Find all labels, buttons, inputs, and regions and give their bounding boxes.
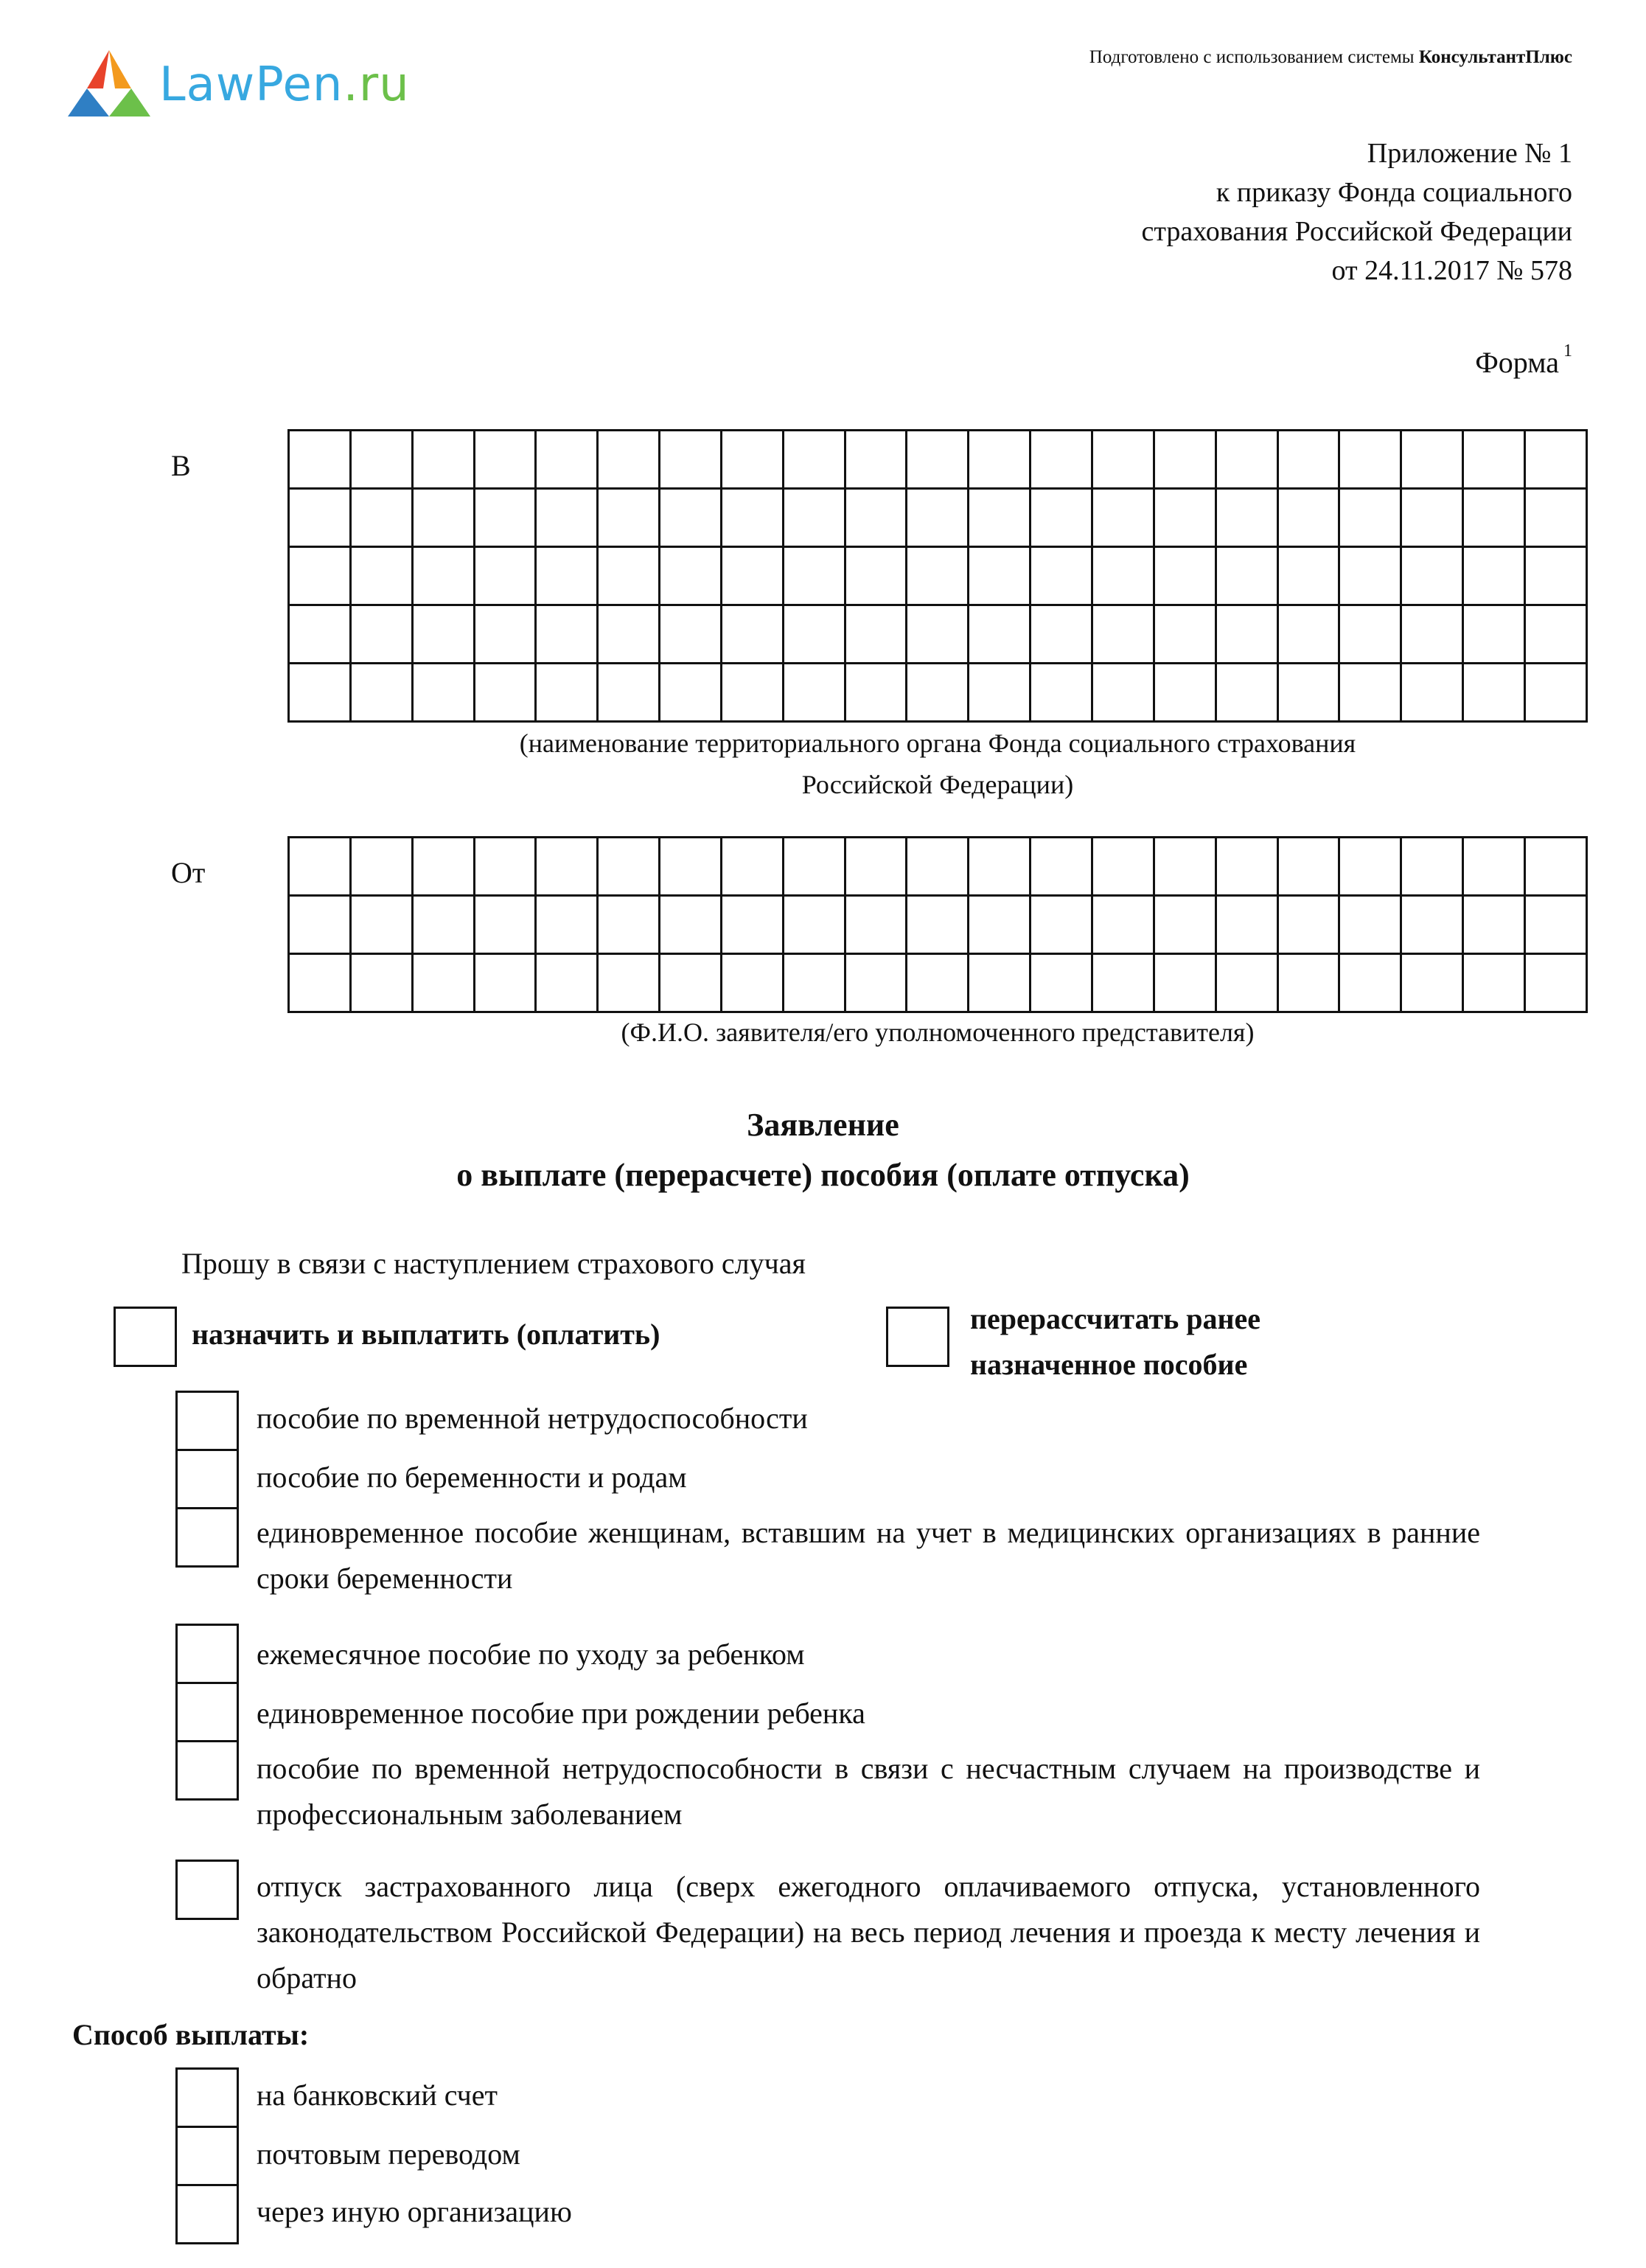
grid-cell[interactable] <box>907 664 969 722</box>
grid-cell[interactable] <box>1277 431 1339 489</box>
grid-cell[interactable] <box>1401 896 1463 954</box>
grid-cell[interactable] <box>907 489 969 547</box>
grid-cell[interactable] <box>1154 954 1216 1012</box>
grid-cell[interactable] <box>1031 954 1092 1012</box>
grid-cell[interactable] <box>1401 605 1463 664</box>
document-title <box>0 1100 1646 1200</box>
grid-cell[interactable] <box>1463 954 1525 1012</box>
grid-cell[interactable] <box>289 489 351 547</box>
grid-cell[interactable] <box>289 838 351 896</box>
grid-cell[interactable] <box>474 547 536 605</box>
grid-cell[interactable] <box>1154 489 1216 547</box>
grid-cell[interactable] <box>969 664 1031 722</box>
payment-checkbox-bank[interactable] <box>175 2067 239 2128</box>
payment-checkbox-post[interactable] <box>175 2126 239 2186</box>
benefit-label-3: единовременное пособие женщинам, вставшим на учет в медицинских организациях в ранние сроки беременности <box>257 1516 1480 1595</box>
grid-cell[interactable] <box>1216 547 1277 605</box>
grid-cell[interactable] <box>1031 431 1092 489</box>
grid-cell[interactable] <box>1524 547 1586 605</box>
to-label: В <box>171 449 191 482</box>
benefit-label-2: пособие по беременности и родам <box>257 1461 687 1494</box>
grid-cell[interactable] <box>845 664 907 722</box>
grid-cell[interactable] <box>660 838 722 896</box>
grid-cell[interactable] <box>1463 547 1525 605</box>
grid-cell[interactable] <box>412 431 474 489</box>
grid-cell[interactable] <box>783 664 845 722</box>
grid-cell[interactable] <box>289 431 351 489</box>
grid-cell[interactable] <box>1031 547 1092 605</box>
grid-cell[interactable] <box>598 896 660 954</box>
grid-cell[interactable] <box>969 896 1031 954</box>
grid-cell[interactable] <box>1401 664 1463 722</box>
recalc-option-line-2: назначенное пособие <box>970 1348 1248 1381</box>
grid-cell[interactable] <box>721 838 783 896</box>
grid-cell[interactable] <box>1277 838 1339 896</box>
logo-text-law: Law <box>159 58 256 112</box>
grid-cell[interactable] <box>289 547 351 605</box>
request-intro: Прошу в связи с наступлением страхового случая <box>181 1247 806 1280</box>
benefit-label-7: отпуск застрахованного лица (сверх ежегодного оплачиваемого отпуска, установленного законодательством Российской Федерации) на весь период лечения и проезда к месту лечения и обратно <box>257 1870 1480 1994</box>
grid-cell[interactable] <box>1154 896 1216 954</box>
grid-cell[interactable] <box>474 489 536 547</box>
grid-cell[interactable] <box>598 605 660 664</box>
benefit-label-6: пособие по временной нетрудоспособности в связи с несчастным случаем на производстве и профессиональным заболеванием <box>257 1752 1480 1831</box>
appendix-line-1: Приложение № 1 <box>1367 138 1572 169</box>
grid-cell[interactable] <box>1031 605 1092 664</box>
grid-cell[interactable] <box>969 605 1031 664</box>
grid-row <box>289 547 1587 605</box>
grid-cell[interactable] <box>1031 896 1092 954</box>
grid-cell[interactable] <box>598 431 660 489</box>
grid-cell[interactable] <box>1092 489 1154 547</box>
recipient-caption <box>287 723 1588 805</box>
appendix-block <box>909 134 1572 291</box>
grid-cell[interactable] <box>845 838 907 896</box>
form-label-text: Форма <box>1475 346 1559 379</box>
appendix-line-4: от 24.11.2017 № 578 <box>1331 255 1572 286</box>
grid-cell[interactable] <box>1092 896 1154 954</box>
grid-cell[interactable] <box>350 664 412 722</box>
grid-cell[interactable] <box>536 664 598 722</box>
grid-cell[interactable] <box>412 605 474 664</box>
grid-cell[interactable] <box>783 838 845 896</box>
logo-wordmark <box>159 58 410 112</box>
grid-cell[interactable] <box>660 489 722 547</box>
grid-cell[interactable] <box>783 431 845 489</box>
prepared-system-name: КонсультантПлюс <box>1418 47 1572 67</box>
payment-checkbox-other[interactable] <box>175 2184 239 2244</box>
lawpen-logo <box>65 47 419 128</box>
grid-cell[interactable] <box>350 547 412 605</box>
grid-cell[interactable] <box>350 489 412 547</box>
grid-cell[interactable] <box>1463 489 1525 547</box>
grid-cell[interactable] <box>536 954 598 1012</box>
grid-cell[interactable] <box>474 954 536 1012</box>
grid-cell[interactable] <box>1031 664 1092 722</box>
grid-cell[interactable] <box>969 489 1031 547</box>
grid-row <box>289 605 1587 664</box>
prepared-prefix: Подготовлено с использованием системы <box>1089 47 1419 67</box>
grid-cell[interactable] <box>783 954 845 1012</box>
grid-cell[interactable] <box>845 896 907 954</box>
grid-cell[interactable] <box>598 664 660 722</box>
grid-cell[interactable] <box>1524 431 1586 489</box>
grid-cell[interactable] <box>721 431 783 489</box>
grid-cell[interactable] <box>350 838 412 896</box>
grid-cell[interactable] <box>1524 664 1586 722</box>
grid-cell[interactable] <box>598 838 660 896</box>
payment-label-post: почтовым переводом <box>257 2137 520 2171</box>
grid-cell[interactable] <box>845 954 907 1012</box>
grid-cell[interactable] <box>1339 838 1401 896</box>
grid-cell[interactable] <box>289 954 351 1012</box>
grid-cell[interactable] <box>1031 489 1092 547</box>
applicant-caption: (Ф.И.О. заявителя/его уполномоченного представителя) <box>621 1018 1255 1047</box>
grid-cell[interactable] <box>1463 838 1525 896</box>
grid-cell[interactable] <box>1154 431 1216 489</box>
grid-cell[interactable] <box>783 547 845 605</box>
grid-cell[interactable] <box>907 431 969 489</box>
grid-cell[interactable] <box>1092 664 1154 722</box>
payment-label-other: через иную организацию <box>257 2195 572 2228</box>
assign-option-label: назначить и выплатить (оплатить) <box>192 1318 660 1351</box>
payment-label-bank: на банковский счет <box>257 2079 498 2112</box>
grid-cell[interactable] <box>1277 547 1339 605</box>
grid-cell[interactable] <box>721 896 783 954</box>
grid-cell[interactable] <box>1154 605 1216 664</box>
grid-cell[interactable] <box>1401 431 1463 489</box>
form-label <box>1475 341 1572 380</box>
grid-cell[interactable] <box>845 547 907 605</box>
grid-cell[interactable] <box>536 896 598 954</box>
benefit-checkbox-6[interactable] <box>175 1740 239 1801</box>
benefit-checkbox-7[interactable] <box>175 1860 239 1920</box>
grid-cell[interactable] <box>536 838 598 896</box>
grid-cell[interactable] <box>1277 605 1339 664</box>
grid-cell[interactable] <box>1339 664 1401 722</box>
grid-cell[interactable] <box>1524 838 1586 896</box>
title-line-2: о выплате (перерасчете) пособия (оплате отпуска) <box>456 1157 1190 1193</box>
grid-cell[interactable] <box>1154 664 1216 722</box>
grid-cell[interactable] <box>660 954 722 1012</box>
recipient-caption-line-2: Российской Федерации) <box>801 770 1074 799</box>
grid-cell[interactable] <box>1092 431 1154 489</box>
title-line-1: Заявление <box>747 1107 899 1143</box>
grid-cell[interactable] <box>1463 664 1525 722</box>
benefit-checkbox-3[interactable] <box>175 1507 239 1568</box>
grid-cell[interactable] <box>1154 838 1216 896</box>
grid-row <box>289 896 1587 954</box>
grid-cell[interactable] <box>536 547 598 605</box>
grid-cell[interactable] <box>969 954 1031 1012</box>
grid-cell[interactable] <box>598 489 660 547</box>
grid-cell[interactable] <box>660 896 722 954</box>
grid-cell[interactable] <box>1463 431 1525 489</box>
benefit-label-5: единовременное пособие при рождении ребенка <box>257 1697 865 1730</box>
logo-text-ru: .ru <box>343 58 410 112</box>
benefit-checkbox-4[interactable] <box>175 1624 239 1684</box>
grid-cell[interactable] <box>1216 489 1277 547</box>
benefit-checkbox-1[interactable] <box>175 1391 239 1451</box>
grid-cell[interactable] <box>1277 664 1339 722</box>
grid-cell[interactable] <box>845 489 907 547</box>
grid-cell[interactable] <box>1092 838 1154 896</box>
grid-cell[interactable] <box>907 896 969 954</box>
grid-cell[interactable] <box>1401 547 1463 605</box>
grid-cell[interactable] <box>721 547 783 605</box>
grid-cell[interactable] <box>1216 605 1277 664</box>
grid-cell[interactable] <box>598 547 660 605</box>
grid-cell[interactable] <box>350 896 412 954</box>
grid-row <box>289 954 1587 1012</box>
grid-cell[interactable] <box>1463 605 1525 664</box>
grid-cell[interactable] <box>845 605 907 664</box>
grid-cell[interactable] <box>969 838 1031 896</box>
grid-cell[interactable] <box>412 489 474 547</box>
grid-cell[interactable] <box>350 605 412 664</box>
grid-cell[interactable] <box>1216 954 1277 1012</box>
grid-cell[interactable] <box>536 605 598 664</box>
grid-cell[interactable] <box>721 954 783 1012</box>
recalc-option-label <box>970 1296 1260 1388</box>
grid-cell[interactable] <box>1524 605 1586 664</box>
grid-cell[interactable] <box>1463 896 1525 954</box>
grid-cell[interactable] <box>1216 896 1277 954</box>
payment-heading: Способ выплаты: <box>72 2018 310 2051</box>
grid-row <box>289 489 1587 547</box>
grid-cell[interactable] <box>907 954 969 1012</box>
grid-cell[interactable] <box>289 605 351 664</box>
grid-cell[interactable] <box>474 431 536 489</box>
benefit-checkbox-2[interactable] <box>175 1449 239 1509</box>
grid-cell[interactable] <box>1339 489 1401 547</box>
grid-cell[interactable] <box>1401 838 1463 896</box>
grid-cell[interactable] <box>289 896 351 954</box>
grid-cell[interactable] <box>1154 547 1216 605</box>
grid-cell[interactable] <box>1092 605 1154 664</box>
grid-cell[interactable] <box>1277 489 1339 547</box>
grid-cell[interactable] <box>1092 547 1154 605</box>
recipient-caption-line-1: (наименование территориального органа Фонда социального страхования <box>519 728 1356 758</box>
benefit-checkbox-5[interactable] <box>175 1682 239 1742</box>
grid-cell[interactable] <box>536 489 598 547</box>
grid-cell[interactable] <box>660 547 722 605</box>
grid-cell[interactable] <box>1339 547 1401 605</box>
grid-cell[interactable] <box>1277 896 1339 954</box>
grid-cell[interactable] <box>660 605 722 664</box>
grid-cell[interactable] <box>1339 431 1401 489</box>
grid-cell[interactable] <box>474 605 536 664</box>
grid-cell[interactable] <box>783 896 845 954</box>
appendix-line-2: к приказу Фонда социального <box>1216 177 1572 208</box>
grid-cell[interactable] <box>350 431 412 489</box>
grid-cell[interactable] <box>660 431 722 489</box>
grid-cell[interactable] <box>907 547 969 605</box>
grid-cell[interactable] <box>289 664 351 722</box>
grid-row <box>289 664 1587 722</box>
grid-cell[interactable] <box>1216 664 1277 722</box>
appendix-line-3: страхования Российской Федерации <box>1141 216 1572 247</box>
grid-cell[interactable] <box>1216 431 1277 489</box>
grid-cell[interactable] <box>1339 605 1401 664</box>
grid-cell[interactable] <box>474 664 536 722</box>
grid-cell[interactable] <box>783 489 845 547</box>
grid-cell[interactable] <box>1524 489 1586 547</box>
logo-text-pen: Pen <box>255 58 344 112</box>
grid-row <box>289 838 1587 896</box>
grid-cell[interactable] <box>536 431 598 489</box>
grid-cell[interactable] <box>721 664 783 722</box>
grid-cell[interactable] <box>660 664 722 722</box>
grid-cell[interactable] <box>598 954 660 1012</box>
grid-cell[interactable] <box>907 838 969 896</box>
form-footnote-marker: 1 <box>1563 341 1572 361</box>
grid-cell[interactable] <box>474 896 536 954</box>
grid-cell[interactable] <box>969 547 1031 605</box>
grid-cell[interactable] <box>969 431 1031 489</box>
grid-cell[interactable] <box>412 896 474 954</box>
grid-cell[interactable] <box>783 605 845 664</box>
grid-cell[interactable] <box>1524 954 1586 1012</box>
assign-checkbox[interactable] <box>114 1307 177 1367</box>
grid-cell[interactable] <box>845 431 907 489</box>
applicant-input-grid[interactable] <box>287 836 1588 1013</box>
grid-cell[interactable] <box>1339 954 1401 1012</box>
grid-cell[interactable] <box>412 954 474 1012</box>
recalc-option-line-1: перерассчитать ранее <box>970 1302 1261 1335</box>
grid-cell[interactable] <box>412 664 474 722</box>
prepared-notice <box>1089 47 1572 68</box>
grid-cell[interactable] <box>412 838 474 896</box>
grid-cell[interactable] <box>1031 838 1092 896</box>
grid-cell[interactable] <box>1277 954 1339 1012</box>
grid-cell[interactable] <box>350 954 412 1012</box>
grid-cell[interactable] <box>1524 896 1586 954</box>
grid-cell[interactable] <box>721 489 783 547</box>
grid-cell[interactable] <box>474 838 536 896</box>
grid-cell[interactable] <box>1339 896 1401 954</box>
grid-cell[interactable] <box>1216 838 1277 896</box>
grid-cell[interactable] <box>1401 489 1463 547</box>
benefit-label-1: пособие по временной нетрудоспособности <box>257 1402 808 1435</box>
grid-cell[interactable] <box>412 547 474 605</box>
benefit-label-4: ежемесячное пособие по уходу за ребенком <box>257 1638 805 1671</box>
grid-row <box>289 431 1587 489</box>
recalc-checkbox[interactable] <box>886 1307 949 1367</box>
recipient-input-grid[interactable] <box>287 429 1588 723</box>
grid-cell[interactable] <box>721 605 783 664</box>
grid-cell[interactable] <box>1401 954 1463 1012</box>
logo-triangle-icon <box>65 47 153 121</box>
from-label: От <box>171 856 206 889</box>
grid-cell[interactable] <box>907 605 969 664</box>
grid-cell[interactable] <box>1092 954 1154 1012</box>
